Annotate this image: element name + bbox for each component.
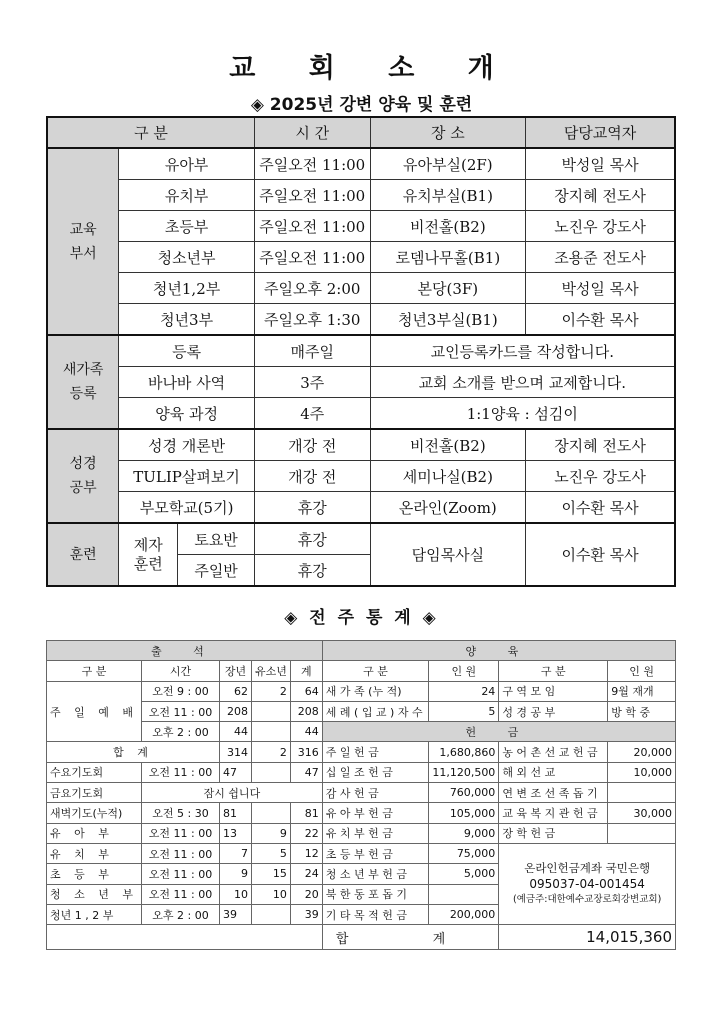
att-time: 오전 11 : 00	[142, 823, 220, 843]
table-row	[47, 762, 676, 782]
disciple-training-label: 제자 훈련	[119, 524, 178, 585]
att-sum: 64	[290, 681, 322, 701]
course-time: 개강 전	[254, 429, 370, 461]
program-desc: 교회 소개를 받으며 교제합니다.	[370, 367, 675, 398]
dept-name: 청소년부	[119, 242, 255, 273]
att-sum: 47	[290, 762, 322, 782]
offering-label: 기 타 목 적 헌 금	[322, 904, 429, 924]
offering-label: 감 사 헌 금	[322, 783, 429, 803]
program-time: 매주일	[254, 335, 370, 367]
att-sum: 81	[290, 803, 322, 823]
train-time: 휴강	[254, 555, 370, 587]
table-row	[47, 461, 675, 492]
att-sum: 12	[290, 843, 322, 863]
offering-label: 주 일 헌 금	[322, 742, 429, 762]
grand-total-label: 합 계	[322, 925, 499, 950]
att-youth: 5	[251, 843, 290, 863]
att-youth: 2	[251, 742, 290, 762]
att-label: 새벽기도(누적)	[47, 803, 142, 823]
att-youth	[251, 701, 290, 721]
offering-value: 5,000	[429, 864, 499, 884]
dept-place: 유치부실(B1)	[370, 180, 526, 211]
att-adult: 7	[219, 843, 251, 863]
program-desc: 1:1양육 : 섬김이	[370, 398, 675, 430]
offering-value: 1,680,860	[429, 742, 499, 762]
table-row	[47, 492, 675, 524]
att-youth	[251, 904, 290, 924]
nurture-label: 세 례 ( 입 교 ) 자 수	[322, 701, 429, 721]
account-number: 095037-04-001454	[529, 877, 645, 892]
table-row	[47, 843, 676, 863]
col-adult: 장년	[219, 661, 251, 681]
table-row	[47, 211, 675, 242]
table-row	[47, 148, 675, 180]
program-desc: 교인등록카드를 작성합니다.	[370, 335, 675, 367]
course-place: 비전홀(B2)	[370, 429, 526, 461]
offering-value	[608, 823, 676, 843]
att-time: 오후 2 : 00	[142, 722, 220, 742]
program-time: 3주	[254, 367, 370, 398]
att-time: 오전 11 : 00	[142, 762, 220, 782]
att-adult: 314	[219, 742, 251, 762]
dept-time: 주일오전 11:00	[254, 180, 370, 211]
offering-value: 105,000	[429, 803, 499, 823]
offering-value: 10,000	[608, 762, 676, 782]
col-gubun2: 구 분	[322, 661, 429, 681]
train-class-name: 토요반	[194, 530, 238, 549]
att-sum: 22	[290, 823, 322, 843]
att-adult: 13	[219, 823, 251, 843]
offering-label: 장 학 헌 금	[499, 823, 608, 843]
header-gubun: 구 분	[47, 117, 254, 148]
att-label: 유 아 부	[47, 823, 142, 843]
att-sum: 20	[290, 884, 322, 904]
offering-value: 30,000	[608, 803, 676, 823]
table-row	[47, 681, 676, 701]
att-youth: 10	[251, 884, 290, 904]
dept-time: 주일오후 2:00	[254, 273, 370, 304]
page-title: 교 회 소 개	[229, 53, 516, 84]
offering-label: 연 변 조 선 족 돕 기	[499, 783, 608, 803]
training-header-row	[47, 117, 675, 148]
att-time: 오전 11 : 00	[142, 843, 220, 863]
nurture-header: 양 육	[322, 641, 675, 661]
offering-label: 북 한 동 포 돕 기	[322, 884, 429, 904]
att-sum: 316	[290, 742, 322, 762]
dept-time: 주일오전 11:00	[254, 211, 370, 242]
offering-label: 유 치 부 헌 금	[322, 823, 429, 843]
offering-label: 유 아 부 헌 금	[322, 803, 429, 823]
group-bible: 성경 공부	[47, 429, 119, 523]
col-sum: 계	[290, 661, 322, 681]
att-adult: 44	[219, 722, 251, 742]
program-time: 4주	[254, 398, 370, 430]
col-youth: 유소년	[251, 661, 290, 681]
dept-staff: 박성일 목사	[526, 273, 675, 304]
att-adult: 10	[219, 884, 251, 904]
account-holder: (예금주:대한예수교장로회강변교회)	[513, 894, 662, 906]
offering-label: 농 어 촌 선 교 헌 금	[499, 742, 608, 762]
offering-value: 20,000	[608, 742, 676, 762]
course-staff: 이수환 목사	[526, 492, 675, 524]
offering-header: 헌 금	[322, 722, 675, 742]
att-youth	[251, 722, 290, 742]
offering-value: 200,000	[429, 904, 499, 924]
col-time: 시간	[142, 661, 220, 681]
course-name: 부모학교(5기)	[119, 492, 255, 524]
att-sum: 44	[290, 722, 322, 742]
sunday-worship-label: 주 일 예 배	[47, 681, 142, 742]
att-total-label: 합 계	[47, 742, 220, 762]
online-account	[499, 843, 676, 924]
att-label: 청 소 년 부	[47, 884, 142, 904]
col-people: 인 원	[429, 661, 499, 681]
att-time: 오전 11 : 00	[142, 701, 220, 721]
att-label: 수요기도회	[47, 762, 142, 782]
nurture-value: 9월 재개	[608, 681, 676, 701]
course-place: 세미나실(B2)	[370, 461, 526, 492]
group-newfamily: 새가족 등록	[47, 335, 119, 429]
course-name: TULIP살펴보기	[119, 461, 255, 492]
table-row	[47, 803, 676, 823]
col-gubun: 구 분	[47, 661, 142, 681]
dept-staff: 장지혜 전도사	[526, 180, 675, 211]
att-time: 오후 2 : 00	[142, 904, 220, 924]
stats-header-row	[47, 641, 676, 661]
course-time: 휴강	[254, 492, 370, 524]
offering-label: 해 외 선 교	[499, 762, 608, 782]
header-time: 시 간	[254, 117, 370, 148]
offering-label: 교 육 복 지 관 헌 금	[499, 803, 608, 823]
col-people2: 인 원	[608, 661, 676, 681]
training-section-title: ◈ 2025년 강변 양육 및 훈련	[250, 95, 473, 115]
dept-time: 주일오전 11:00	[254, 242, 370, 273]
offering-label: 초 등 부 헌 금	[322, 843, 429, 863]
table-row	[47, 742, 676, 762]
header-place: 장 소	[370, 117, 526, 148]
table-row	[47, 367, 675, 398]
group-edu: 교육 부서	[47, 148, 119, 335]
nurture-value: 24	[429, 681, 499, 701]
stats-subheader-row	[47, 661, 676, 681]
dept-name: 유치부	[119, 180, 255, 211]
offering-label: 십 일 조 헌 금	[322, 762, 429, 782]
att-label: 유 치 부	[47, 843, 142, 863]
dept-staff: 박성일 목사	[526, 148, 675, 180]
dept-name: 유아부	[119, 148, 255, 180]
train-place: 담임목사실	[370, 523, 526, 586]
dept-staff: 조용준 전도사	[526, 242, 675, 273]
train-time: 휴강	[254, 523, 370, 555]
offering-value	[429, 884, 499, 904]
dept-place: 로뎀나무홀(B1)	[370, 242, 526, 273]
course-place: 온라인(Zoom)	[370, 492, 526, 524]
table-row	[47, 273, 675, 304]
train-staff: 이수환 목사	[526, 523, 675, 586]
stats-table	[46, 640, 676, 950]
program-name: 등록	[119, 335, 255, 367]
offering-value: 760,000	[429, 783, 499, 803]
dept-staff: 이수환 목사	[526, 304, 675, 336]
table-row	[47, 722, 676, 742]
table-row	[47, 429, 675, 461]
offering-value: 75,000	[429, 843, 499, 863]
att-label: 초 등 부	[47, 864, 142, 884]
offering-value: 11,120,500	[429, 762, 499, 782]
stats-section-title: ◈ 전 주 통 계 ◈	[284, 608, 439, 628]
table-row	[47, 180, 675, 211]
course-staff: 장지혜 전도사	[526, 429, 675, 461]
col-gubun3: 구 분	[499, 661, 608, 681]
attendance-header: 출 석	[47, 641, 323, 661]
offering-value: 9,000	[429, 823, 499, 843]
program-name: 바나바 사역	[119, 367, 255, 398]
group-train: 훈련	[47, 523, 119, 586]
nurture-label: 구 역 모 임	[499, 681, 608, 701]
att-label: 청년 1 , 2 부	[47, 904, 142, 924]
fri-note: 잠시 쉽니다	[142, 783, 323, 803]
table-row	[47, 823, 676, 843]
dept-place: 본당(3F)	[370, 273, 526, 304]
table-row	[47, 523, 675, 555]
dept-place: 비전홀(B2)	[370, 211, 526, 242]
header-staff: 담당교역자	[526, 117, 675, 148]
table-row	[47, 304, 675, 336]
nurture-value: 방 학 중	[608, 701, 676, 721]
offering-label: 청 소 년 부 헌 금	[322, 864, 429, 884]
att-adult: 81	[219, 803, 251, 823]
att-youth: 2	[251, 681, 290, 701]
dept-staff: 노진우 강도사	[526, 211, 675, 242]
training-table	[46, 116, 676, 587]
offering-value	[608, 783, 676, 803]
account-bank: 온라인헌금계좌 국민은행	[524, 861, 651, 876]
dept-name: 청년1,2부	[119, 273, 255, 304]
dept-place: 유아부실(2F)	[370, 148, 526, 180]
table-row	[47, 783, 676, 803]
att-adult: 62	[219, 681, 251, 701]
dept-place: 청년3부실(B1)	[370, 304, 526, 336]
att-adult: 39	[219, 904, 251, 924]
dept-time: 주일오전 11:00	[254, 148, 370, 180]
table-row	[47, 242, 675, 273]
att-sum: 39	[290, 904, 322, 924]
att-time: 오전 9 : 00	[142, 681, 220, 701]
att-time: 오전 11 : 00	[142, 864, 220, 884]
nurture-label: 성 경 공 부	[499, 701, 608, 721]
train-class-name: 주일반	[194, 561, 238, 580]
grand-total-row	[47, 925, 676, 950]
table-row	[47, 335, 675, 367]
course-name: 성경 개론반	[119, 429, 255, 461]
att-adult: 47	[219, 762, 251, 782]
dept-name: 청년3부	[119, 304, 255, 336]
att-youth: 15	[251, 864, 290, 884]
att-youth: 9	[251, 823, 290, 843]
grand-total-value: 14,015,360	[499, 925, 676, 950]
dept-name: 초등부	[119, 211, 255, 242]
att-label: 금요기도회	[47, 783, 142, 803]
dept-time: 주일오후 1:30	[254, 304, 370, 336]
nurture-value: 5	[429, 701, 499, 721]
course-staff: 노진우 강도사	[526, 461, 675, 492]
att-sum: 24	[290, 864, 322, 884]
att-adult: 208	[219, 701, 251, 721]
nurture-label: 새 가 족 (누 적)	[322, 681, 429, 701]
att-sum: 208	[290, 701, 322, 721]
att-time: 오전 5 : 30	[142, 803, 220, 823]
att-adult: 9	[219, 864, 251, 884]
table-row	[47, 398, 675, 430]
att-time: 오전 11 : 00	[142, 884, 220, 904]
program-name: 양육 과정	[119, 398, 255, 430]
table-row	[47, 701, 676, 721]
course-time: 개강 전	[254, 461, 370, 492]
